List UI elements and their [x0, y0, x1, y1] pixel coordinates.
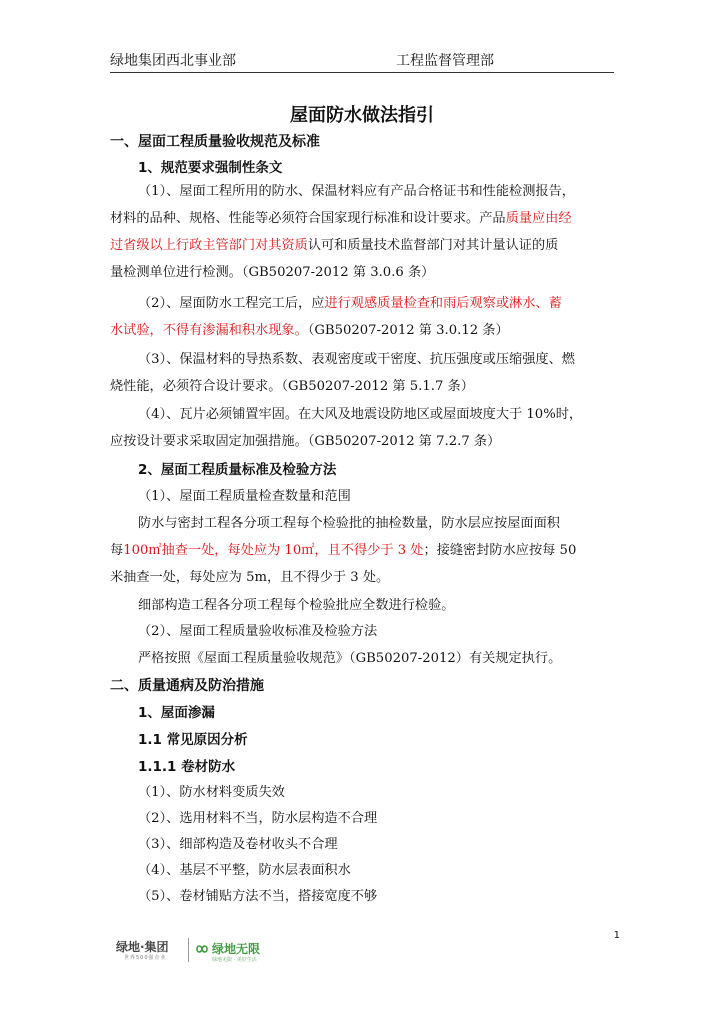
document-title: 屋面防水做法指引 — [290, 105, 434, 126]
subsection-heading: 2、屋面工程质量标准及检验方法 — [138, 462, 337, 478]
paragraph-line: 量检测单位进行检测。（GB50207-2012 第 3.0.6 条） — [110, 265, 435, 280]
paragraph-line: 细部构造工程各分项工程每个检验批应全数进行检验。 — [138, 598, 455, 613]
greenland-logo: 绿地·集团 — [116, 940, 169, 954]
list-item: （4）、基层不平整，防水层表面积水 — [138, 863, 351, 878]
paragraph-line: （2）、屋面工程质量验收标准及检验方法 — [138, 624, 378, 639]
paragraph-line: 每100㎡抽查一处，每处应为 10㎡，且不得少于 3 处；接缝密封防水应按每 50 — [110, 543, 577, 558]
subsection-heading: 1、屋面渗漏 — [138, 705, 215, 721]
paragraph-line: （1）、屋面工程质量检查数量和范围 — [138, 489, 351, 504]
list-item: （1）、防水材料变质失效 — [138, 785, 285, 800]
paragraph-line: 材料的品种、规格、性能等必须符合国家现行标准和设计要求。产品质量应由经 — [110, 211, 572, 226]
list-item: （3）、细部构造及卷材收头不合理 — [138, 837, 338, 852]
paragraph-line: 应按设计要求采取固定加强措施。（GB50207-2012 第 7.2.7 条） — [110, 434, 501, 449]
paragraph-line: 米抽查一处，每处应为 5m，且不得少于 3 处。 — [110, 570, 390, 585]
paragraph-line: 水试验，不得有渗漏和积水现象。（GB50207-2012 第 3.0.12 条） — [110, 323, 509, 338]
greenland-logo-tagline: 世界500强企业 — [124, 955, 167, 961]
logo-divider — [188, 938, 189, 962]
greenland-infinity-logo: 绿地无限 — [212, 942, 261, 956]
section-heading: 一、屋面工程质量验收规范及标准 — [110, 134, 320, 150]
footer-logos — [116, 938, 296, 964]
greenland-infinity-tagline: 绿地无限 · 美好生活 — [212, 957, 257, 963]
page-number: 1 — [613, 930, 620, 941]
paragraph-line: （3）、保温材料的导热系数、表观密度或干密度、抗压强度或压缩强度、燃 — [138, 352, 575, 367]
list-item: （2）、选用材料不当，防水层构造不合理 — [138, 811, 378, 826]
paragraph-line: （1）、屋面工程所用的防水、保温材料应有产品合格证书和性能检测报告， — [138, 184, 575, 199]
subsection-heading: 1.1 常见原因分析 — [138, 732, 248, 748]
page-header — [110, 50, 614, 73]
list-item: （5）、卷材铺贴方法不当，搭接宽度不够 — [138, 889, 378, 904]
infinity-icon — [194, 941, 210, 957]
paragraph-line: （2）、屋面防水工程完工后，应进行观感质量检查和雨后观察或淋水、蓄 — [138, 296, 562, 311]
subsection-heading: 1、规范要求强制性条文 — [138, 160, 283, 176]
paragraph-line: 烧性能，必须符合设计要求。（GB50207-2012 第 5.1.7 条） — [110, 379, 474, 394]
header-dept: 工程监督管理部 — [396, 53, 494, 69]
paragraph-line: 严格按照《屋面工程质量验收规范》（GB50207-2012）有关规定执行。 — [138, 651, 562, 666]
section-heading: 二、质量通病及防治措施 — [110, 678, 264, 694]
paragraph-line: 防水与密封工程各分项工程每个检验批的抽检数量，防水层应按屋面面积 — [138, 516, 560, 531]
header-org: 绿地集团西北事业部 — [110, 53, 236, 69]
paragraph-line: （4）、瓦片必须铺置牢固。在大风及地震设防地区或屋面坡度大于 10%时， — [138, 407, 583, 422]
paragraph-line: 过省级以上行政主管部门对其资质认可和质量技术监督部门对其计量认证的质 — [110, 238, 559, 253]
subsection-heading: 1.1.1 卷材防水 — [138, 759, 236, 775]
